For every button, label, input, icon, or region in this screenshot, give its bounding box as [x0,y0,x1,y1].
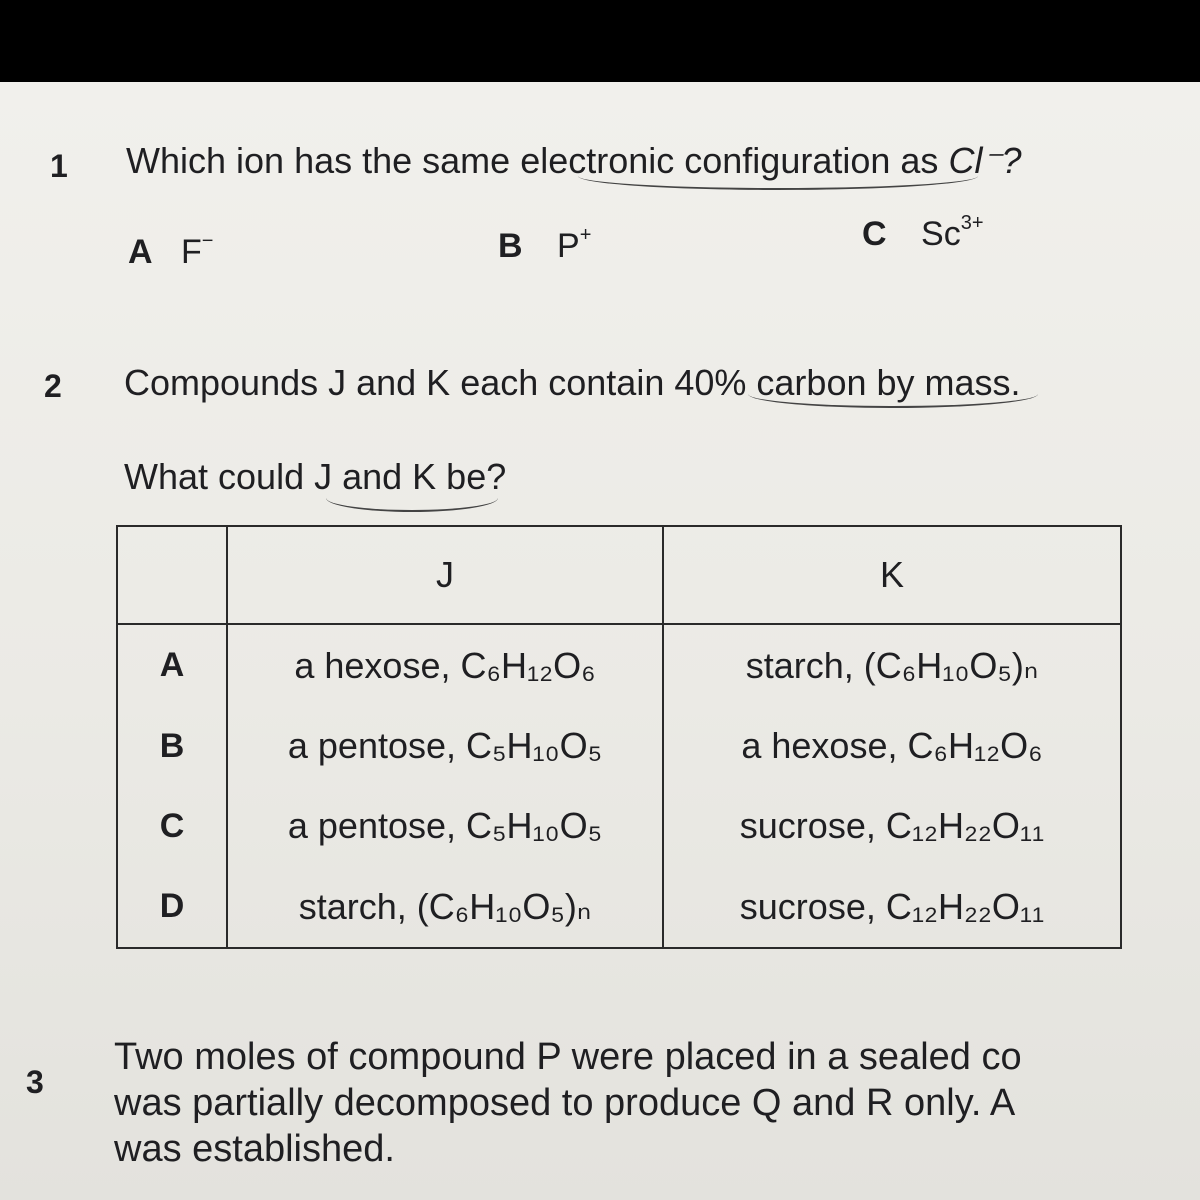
table-row-b[interactable] [117,706,1121,786]
top-black-bar [0,0,1200,82]
option-charge: + [579,224,592,246]
row-k-value: a hexose, C₆H₁₂O₆ [663,706,1121,786]
table-row-c[interactable] [117,786,1121,866]
option-letter: C [862,215,887,253]
option-letter: A [128,233,153,271]
row-letter: C [117,786,227,866]
table-row-d[interactable] [117,867,1121,948]
row-letter: D [117,867,227,948]
row-letter: B [117,706,227,786]
question-1-number: 1 [50,148,68,184]
question-2-text: Compounds J and K each contain 40% carbon by mass. [124,362,1021,403]
pencil-underline [326,484,498,512]
option-symbol: Sc [921,215,961,253]
question-3-line: Two moles of compound P were placed in a sealed co [114,1036,1022,1078]
question-1-ion: Cl⁻? [948,140,1022,181]
table-header-k: K [663,526,1121,624]
pencil-underline [748,380,1038,408]
row-j-value: a hexose, C₆H₁₂O₆ [227,624,663,705]
table-row-a[interactable] [117,624,1121,705]
option-charge: 3+ [960,212,984,234]
question-1-stem: Which ion has the same electronic configuration as [126,140,939,181]
table-header-row [117,526,1121,624]
option-symbol: F [181,233,202,271]
row-k-value: sucrose, C₁₂H₂₂O₁₁ [663,867,1121,948]
question-2-prompt: What could J and K be? [124,456,507,497]
pencil-underline [578,162,978,190]
row-j-value: starch, (C₆H₁₀O₅)ₙ [227,867,663,948]
option-a[interactable] [128,230,213,272]
option-charge: − [201,230,214,252]
question-3-line: was partially decomposed to produce Q and R only. A [114,1082,1016,1124]
question-3-number: 3 [26,1064,44,1100]
row-j-value: a pentose, C₅H₁₀O₅ [227,786,663,866]
option-symbol: P [557,227,580,265]
row-k-value: starch, (C₆H₁₀O₅)ₙ [663,624,1121,705]
option-letter: B [498,227,523,265]
answer-table [116,525,1122,949]
question-3-line: was established. [114,1128,395,1170]
option-c[interactable] [862,212,984,254]
row-k-value: sucrose, C₁₂H₂₂O₁₁ [663,786,1121,866]
row-letter: A [117,624,227,705]
question-2-number: 2 [44,368,62,404]
question-3-text [114,1034,1022,1172]
table-header-blank [117,526,227,624]
option-b[interactable] [498,224,591,266]
row-j-value: a pentose, C₅H₁₀O₅ [227,706,663,786]
table-header-j: J [227,526,663,624]
